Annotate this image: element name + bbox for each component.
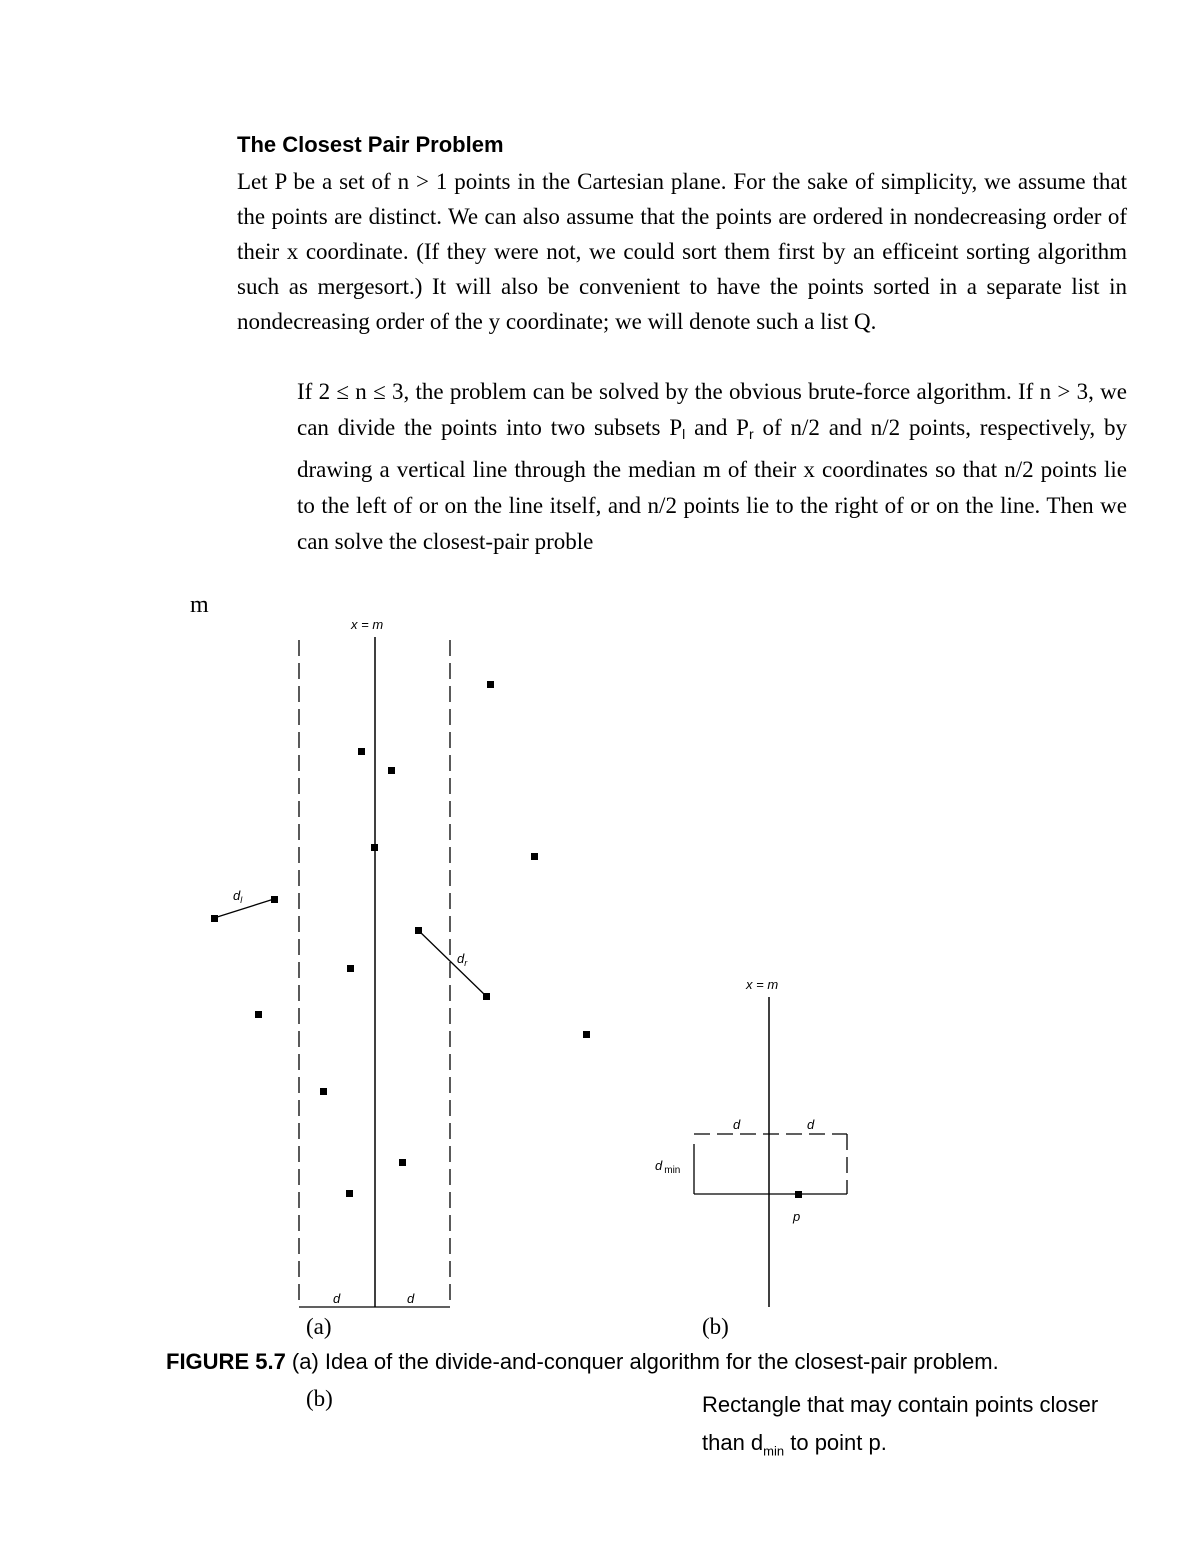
figure-caption-label: FIGURE 5.7 (166, 1349, 286, 1374)
fig-a-caption: (a) (306, 1314, 332, 1339)
caption-b-text-part1: Rectangle that may contain points closer than d (702, 1392, 1099, 1455)
fig-a-dl-segment (214, 899, 274, 918)
caption-b-label: (b) (306, 1386, 333, 1411)
fig-a-dr-segment (418, 930, 486, 996)
fig-a-point (346, 1190, 353, 1197)
paragraph-divide-part3: of n/2 and n/2 points, respectively, by drawing a vertical line through the median m of their x coordinates so that n/2 points lie to the left of or on the line itself, and n/2 points lie to the right of or on the line. Then we can solve the closest-pair proble (297, 415, 1128, 554)
figure-a (211, 617, 590, 1307)
fig-a-d-right: d (407, 1291, 415, 1306)
fig-a-point (211, 915, 218, 922)
fig-b-point-p (795, 1191, 802, 1198)
fig-b-line-label: x = m (746, 977, 779, 992)
stray-letter-m: m (190, 592, 209, 618)
fig-a-point (415, 927, 422, 934)
fig-a-point (399, 1159, 406, 1166)
caption-b-text-part2: to point p. (784, 1430, 887, 1455)
fig-b-caption: (b) (702, 1314, 729, 1339)
fig-a-d-left: d (333, 1291, 341, 1306)
fig-a-point (371, 844, 378, 851)
subscript-l: l (682, 426, 686, 442)
caption-b-subscript: min (763, 1443, 785, 1459)
fig-b-p-label: p (793, 1209, 801, 1224)
fig-b-d-left: d (733, 1117, 741, 1132)
fig-a-point (320, 1088, 327, 1095)
fig-a-dl-label: $d_l$ (233, 888, 243, 905)
fig-a-dr-label: $d_r$ (457, 951, 468, 968)
fig-a-point (271, 896, 278, 903)
fig-a-point (358, 748, 365, 755)
section-title: The Closest Pair Problem (237, 132, 504, 157)
subscript-r: r (748, 426, 754, 442)
fig-a-point (487, 681, 494, 688)
fig-a-point (583, 1031, 590, 1038)
fig-b-d-right: d (807, 1117, 815, 1132)
paragraph-divide-part2: and P (685, 415, 749, 440)
figure-caption (166, 1349, 999, 1375)
fig-a-point (255, 1011, 262, 1018)
fig-a-point (483, 993, 490, 1000)
fig-b-dmin-label: d $_{min}$ (655, 1158, 681, 1176)
fig-a-point (531, 853, 538, 860)
paragraph-intro: Let P be a set of n > 1 points in the Cartesian plane. For the sake of simplicity, we assume that the points are distinct. We can also assume that the points are ordered in nondecreasing order of their x coordinate. (If they were not, we could sort them first by an efficeint sorting algorithm such as mergesort.) It will also be convenient to have the points sorted in a separate list in nondecreasing order of the y coordinate; we will denote such a list Q. (237, 169, 1127, 334)
fig-a-line-label: x = m (351, 617, 384, 632)
paragraph-divide-part1: If 2 ≤ n ≤ 3, the problem can be solved by the obvious brute-force algorithm. If n > 3, we can divide the points into two subsets P (297, 379, 1127, 440)
figure-b (655, 977, 847, 1307)
figure-caption-text: (a) Idea of the divide-and-conquer algorithm for the closest-pair problem. (285, 1349, 999, 1374)
fig-a-point (388, 767, 395, 774)
fig-a-point (347, 965, 354, 972)
caption-b-text (702, 1386, 1122, 1470)
